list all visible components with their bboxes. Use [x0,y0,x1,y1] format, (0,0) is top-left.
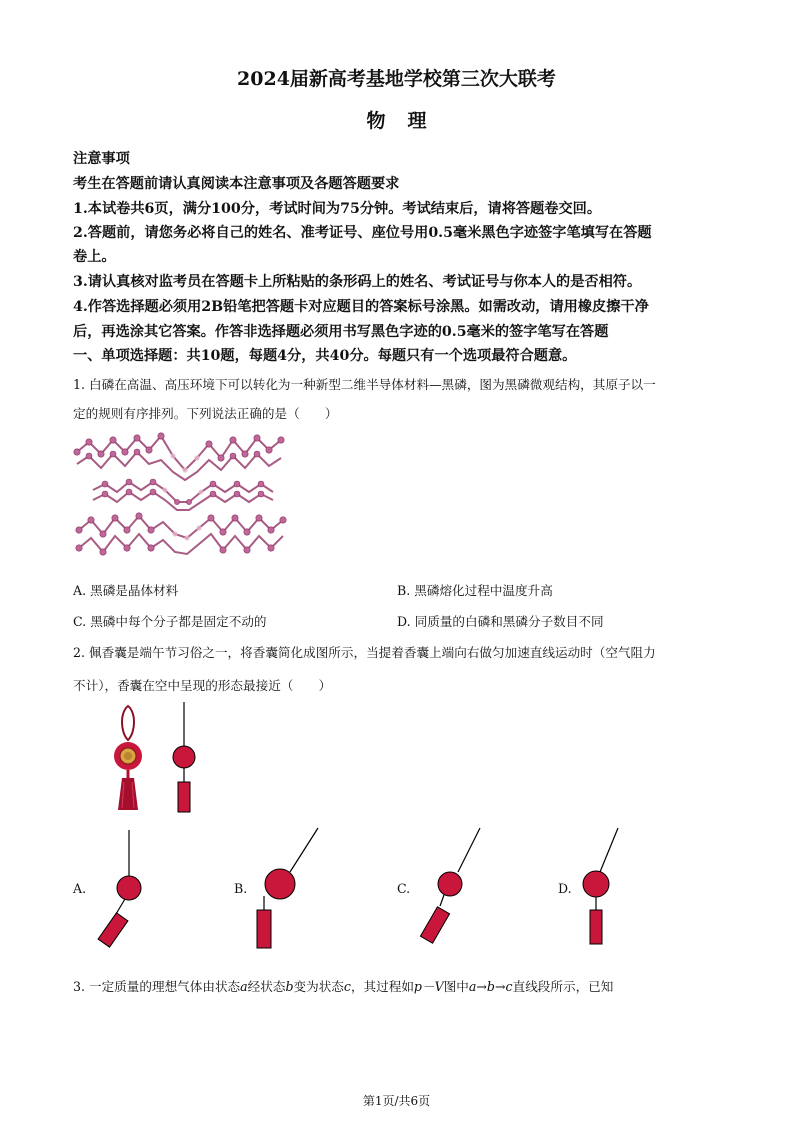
q3-text-part: 经状态 [247,979,286,994]
simplified-sachet-diagram [168,700,200,816]
state-c: c [343,979,351,994]
notice-line: 4.作答选择题必须用2B铅笔把答题卡对应题目的答案标号涂黑。如需改动，请用橡皮擦干净 [73,299,649,315]
q2-choice-c-label[interactable]: C. [397,881,411,896]
q2-choice-d-diagram[interactable] [578,826,622,948]
q2-stem-line2: 不计），香囊在空中呈现的形态最接近（ ） [73,678,332,693]
q1-stem-line2: 定的规则有序排列。下列说法正确的是（ ） [73,406,338,421]
q2-choice-a-diagram[interactable] [92,828,152,952]
state-a: a [240,979,248,994]
q3-text-part: 直线段所示，已知 [512,979,614,994]
notice-heading: 注意事项 [73,151,130,167]
q2-choice-d-label[interactable]: D. [558,881,572,896]
q3-text-part: 变为状态 [293,979,344,994]
q1-option-a[interactable]: A. 黑磷是晶体材料 [73,583,179,598]
q1-stem-line1: 1. 白磷在高温、高压环境下可以转化为一种新型二维半导体材料—黑磷，图为黑磷微观结构，其原子以一 [73,377,656,392]
q2-choice-a-label[interactable]: A. [73,881,87,896]
black-phosphorus-structure-image [73,430,289,564]
notice-line: 后，再选涂其它答案。作答非选择题必须用书写黑色字迹的0.5毫米的签字笔写在答题 [73,324,609,340]
q2-stem-line1: 2. 佩香囊是端午节习俗之一，将香囊简化成图所示，当提着香囊上端向右做匀加速直线运动时（空气阻力 [73,645,656,660]
notice-line: 1.本试卷共6页，满分100分，考试时间为75分钟。考试结束后，请将答题卷交回。 [73,201,602,217]
process-path: a→b→c [468,979,513,994]
q1-option-b[interactable]: B. 黑磷熔化过程中温度升高 [397,583,553,598]
q3-text-part: 3. 一定质量的理想气体由状态 [73,979,241,994]
q2-choice-c-diagram[interactable] [414,826,484,948]
page-number: 第1页/共6页 [362,1094,431,1108]
q2-choice-b-diagram[interactable] [250,826,322,952]
q3-text-part: ，其过程如 [350,979,414,994]
state-b: b [285,979,294,994]
exam-title: 2024届新高考基地学校第三次大联考 [237,68,556,90]
q2-choice-b-label[interactable]: B. [234,881,248,896]
q1-option-c[interactable]: C. 黑磷中每个分子都是固定不动的 [73,614,267,629]
section-heading: 一、单项选择题：共10题，每题4分，共40分。每题只有一个选项最符合题意。 [73,348,577,364]
notice-line: 3.请认真核对监考员在答题卡上所粘贴的条形码上的姓名、考试证号与你本人的是否相符。 [73,274,642,290]
subject-title: 物理 [366,110,449,132]
notice-line: 2.答题前，请您务必将自己的姓名、准考证号、座位号用0.5毫米黑色字迹签字笔填写在答题 [73,225,652,241]
sachet-photo [108,702,150,814]
q1-option-d[interactable]: D. 同质量的白磷和黑磷分子数目不同 [397,614,604,629]
q3-stem [73,976,613,995]
notice-line: 卷上。 [73,249,116,265]
notice-line: 考生在答题前请认真阅读本注意事项及各题答题要求 [73,176,400,192]
q3-text-part: 图中 [443,979,469,994]
pv-symbol: p－V [413,979,444,994]
